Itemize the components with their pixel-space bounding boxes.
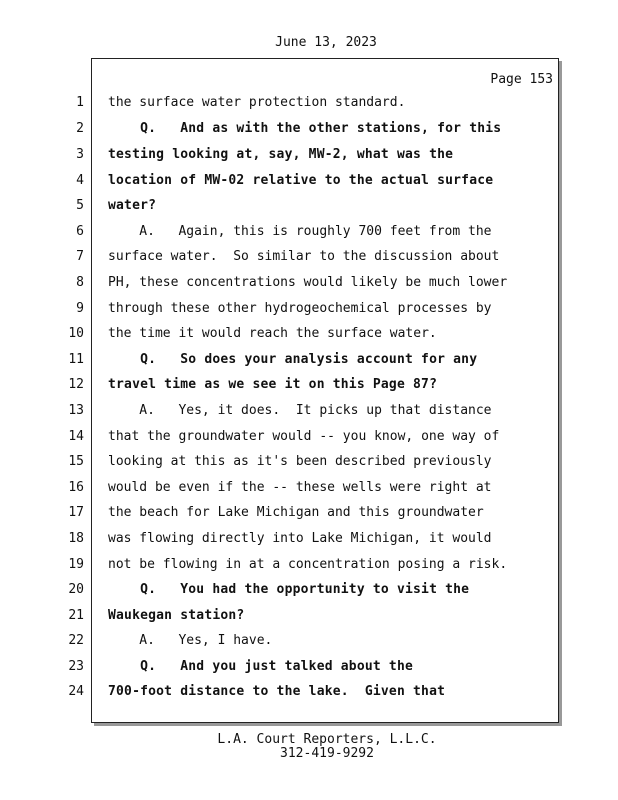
- line-number: 13: [68, 403, 84, 418]
- transcript-line: that the groundwater would -- you know, one way of: [108, 429, 500, 444]
- line-number: 1: [76, 95, 84, 110]
- line-number: 5: [76, 198, 84, 213]
- transcript-line: Q. So does your analysis account for any: [108, 352, 478, 367]
- page-number: Page 153: [490, 72, 553, 87]
- transcript-line: Q. And you just talked about the: [108, 659, 414, 674]
- line-number: 16: [68, 480, 84, 495]
- transcript-line: testing looking at, say, MW-2, what was the: [108, 147, 454, 162]
- transcript-line: surface water. So similar to the discussion about: [108, 249, 500, 264]
- line-number: 4: [76, 173, 84, 188]
- transcript-line: A. Again, this is roughly 700 feet from the: [108, 224, 492, 239]
- line-number: 22: [68, 633, 84, 648]
- line-number: 10: [68, 326, 84, 341]
- transcript-line: A. Yes, I have.: [108, 633, 273, 648]
- transcript-line: was flowing directly into Lake Michigan, it would: [108, 531, 492, 546]
- transcript-line: water?: [108, 198, 157, 213]
- line-number: 12: [68, 377, 84, 392]
- line-number: 18: [68, 531, 84, 546]
- footer-phone: 312-419-9292: [280, 746, 374, 761]
- line-number: 15: [68, 454, 84, 469]
- line-number: 8: [76, 275, 84, 290]
- transcript-line: Q. And as with the other stations, for this: [108, 121, 502, 136]
- transcript-line: through these other hydrogeochemical processes by: [108, 301, 492, 316]
- line-number: 2: [76, 121, 84, 136]
- line-number: 23: [68, 659, 84, 674]
- line-number: 7: [76, 249, 84, 264]
- line-number: 9: [76, 301, 84, 316]
- transcript-line: PH, these concentrations would likely be much lower: [108, 275, 508, 290]
- line-number: 3: [76, 147, 84, 162]
- line-number: 17: [68, 505, 84, 520]
- transcript-line: the surface water protection standard.: [108, 95, 406, 110]
- line-number: 14: [68, 429, 84, 444]
- line-number: 19: [68, 557, 84, 572]
- footer-company: L.A. Court Reporters, L.L.C.: [217, 732, 437, 747]
- line-number: 6: [76, 224, 84, 239]
- transcript-line: location of MW-02 relative to the actual surface: [108, 173, 494, 188]
- transcript-date: June 13, 2023: [275, 35, 377, 50]
- transcript-line: A. Yes, it does. It picks up that distance: [108, 403, 492, 418]
- transcript-line: 700-foot distance to the lake. Given that: [108, 684, 446, 699]
- transcript-line: Q. You had the opportunity to visit the: [108, 582, 470, 597]
- transcript-line: the time it would reach the surface water.: [108, 326, 437, 341]
- line-number: 24: [68, 684, 84, 699]
- line-number: 21: [68, 608, 84, 623]
- transcript-line: the beach for Lake Michigan and this groundwater: [108, 505, 484, 520]
- line-number: 11: [68, 352, 84, 367]
- line-number: 20: [68, 582, 84, 597]
- transcript-line: looking at this as it's been described previously: [108, 454, 492, 469]
- transcript-line: Waukegan station?: [108, 608, 245, 623]
- transcript-line: would be even if the -- these wells were right at: [108, 480, 492, 495]
- transcript-line: travel time as we see it on this Page 87?: [108, 377, 438, 392]
- transcript-line: not be flowing in at a concentration posing a risk.: [108, 557, 508, 572]
